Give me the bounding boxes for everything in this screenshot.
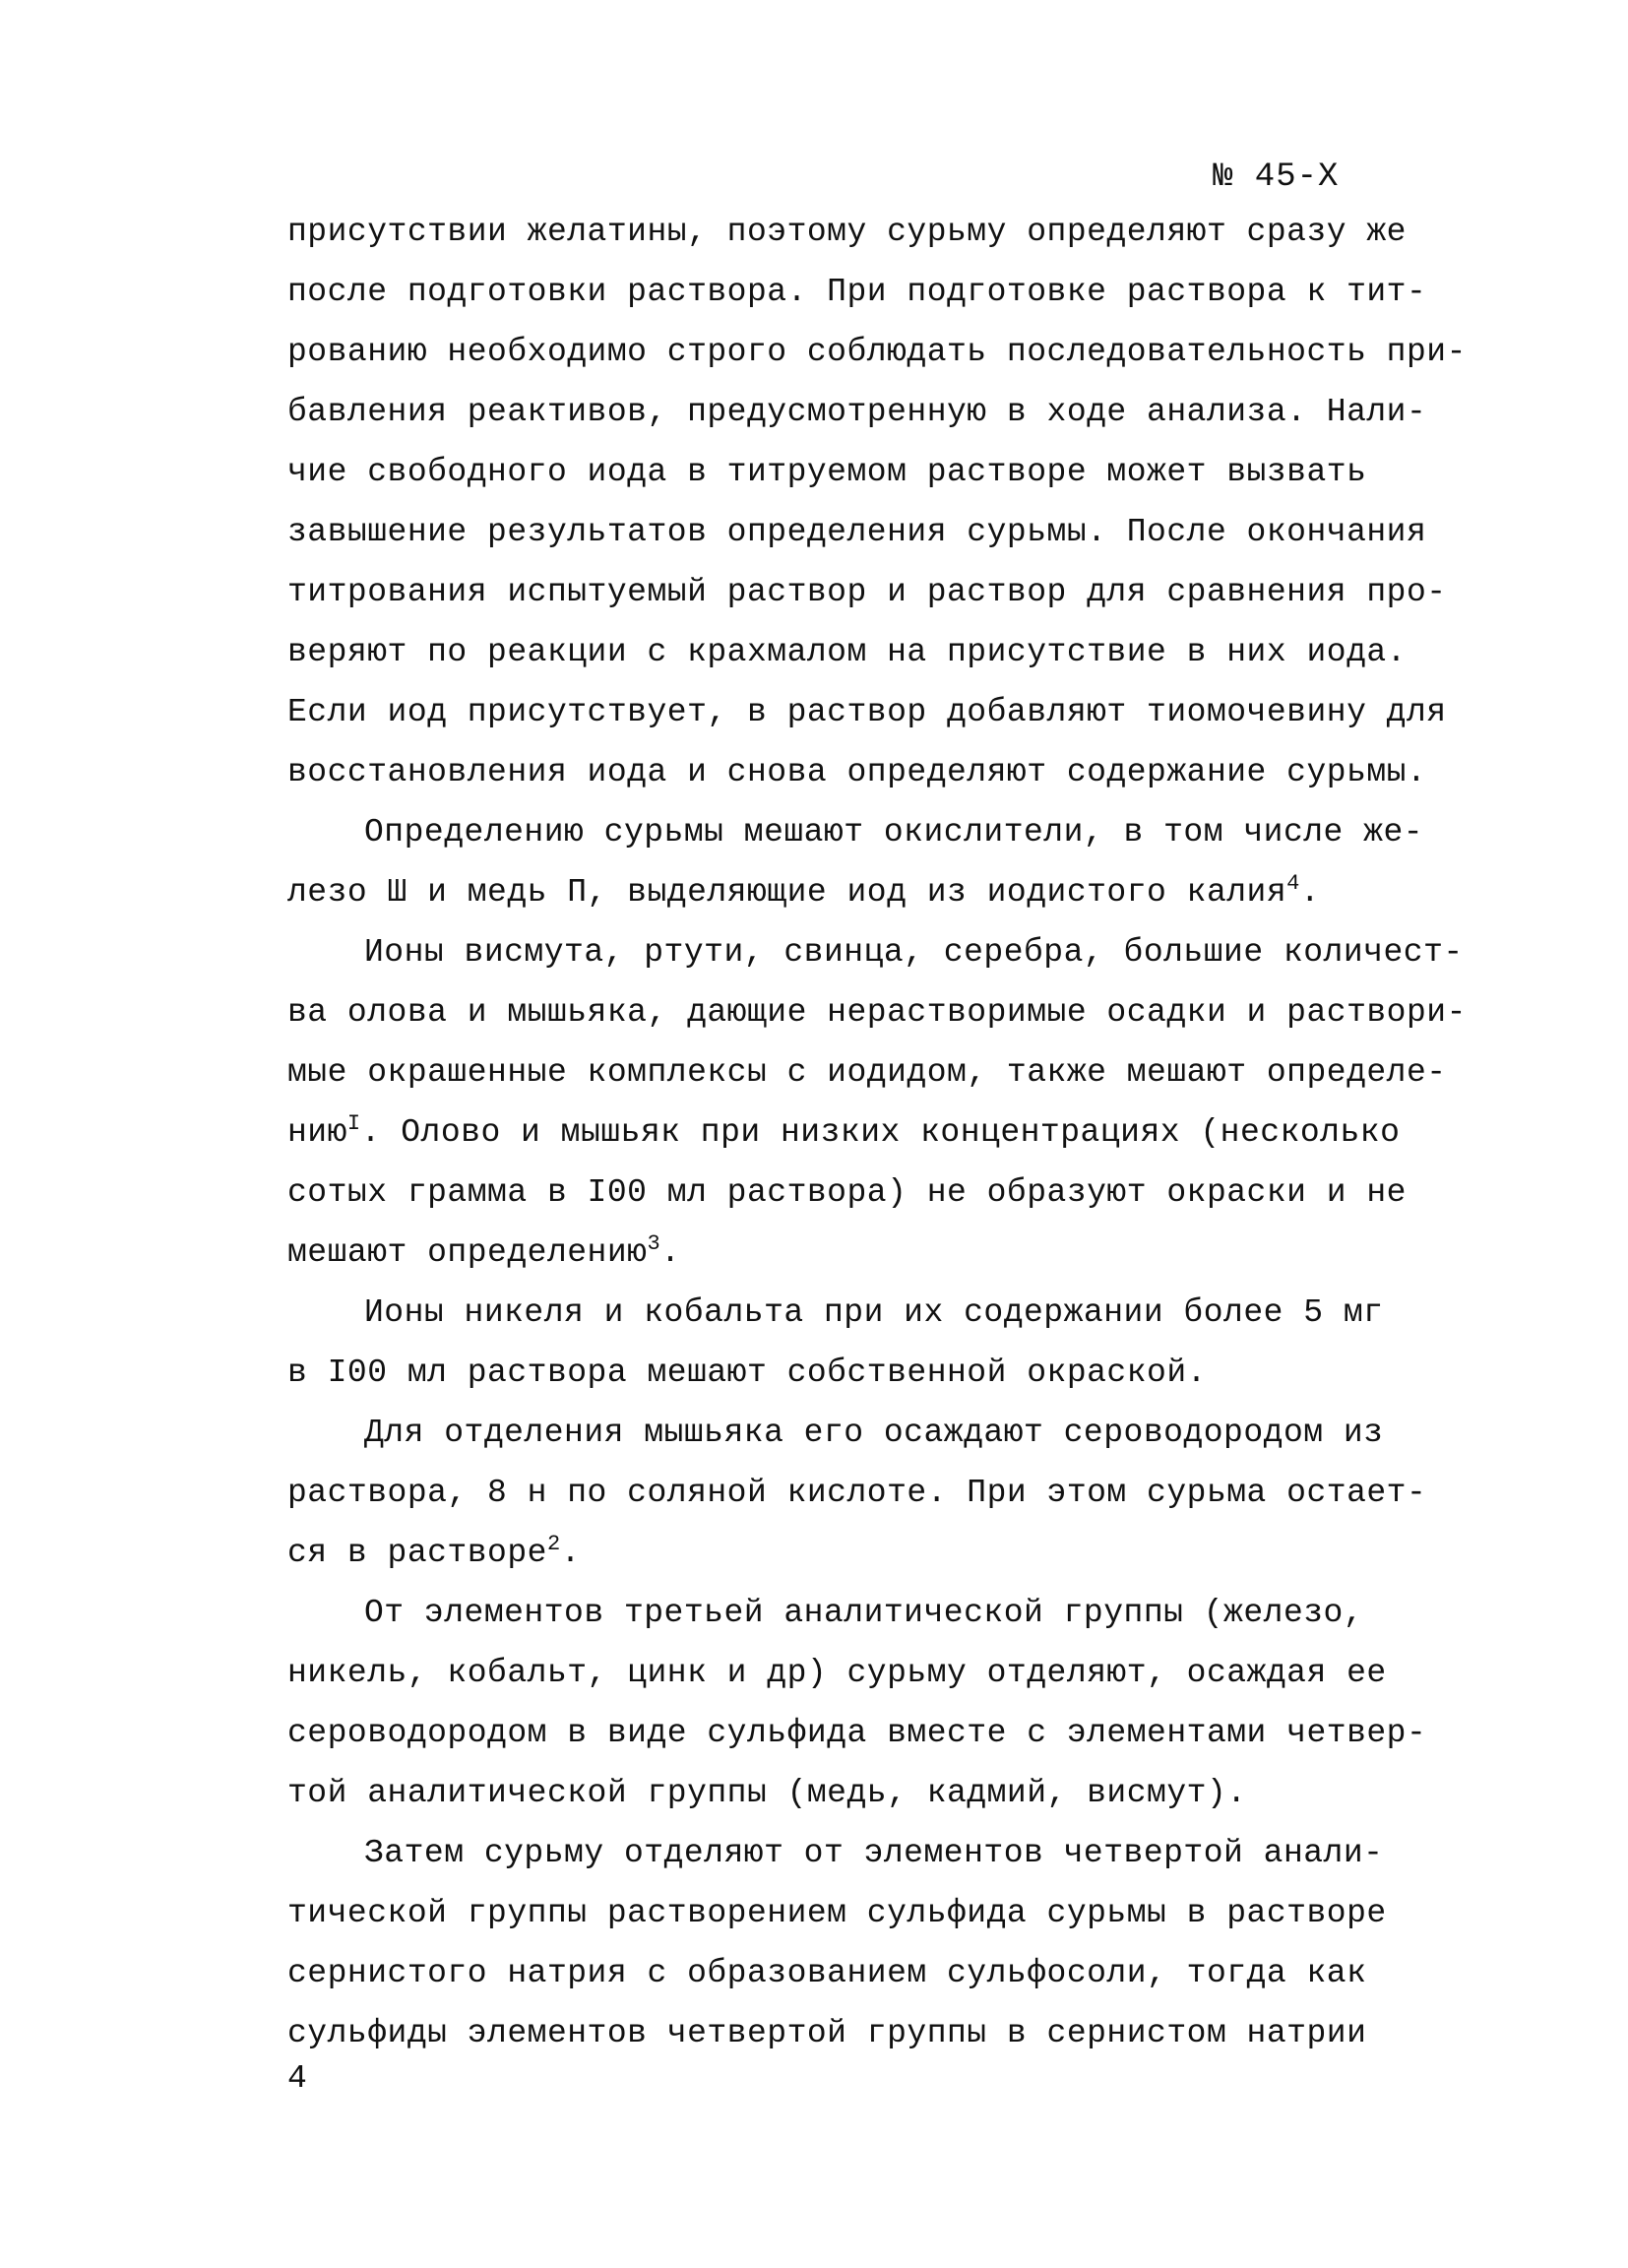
footnote-reference: 4	[1286, 871, 1300, 896]
text-line	[287, 1042, 1447, 1102]
document-number: № 45-X	[1213, 158, 1340, 196]
text-line	[287, 1823, 1390, 1883]
text-line-continuation: .	[660, 1234, 681, 1271]
text-line-content: бавления реактивов, предусмотренную в ходе анализа. Нали-	[287, 394, 1427, 430]
text-line	[287, 442, 1390, 502]
text-line	[287, 1943, 1390, 2003]
text-line	[287, 922, 1464, 982]
text-line-content: титрования испытуемый раствор и раствор для сравнения про-	[287, 574, 1447, 610]
text-line-content: сероводородом в виде сульфида вместе с элементами четвер-	[287, 1715, 1427, 1751]
text-line	[287, 322, 1467, 382]
text-line	[287, 562, 1447, 622]
text-line	[287, 1523, 1390, 1583]
text-line	[287, 2003, 1390, 2063]
text-line	[287, 202, 1407, 262]
text-line	[287, 742, 1427, 802]
text-line-content: никель, кобальт, цинк и др) сурьму отделяют, осаждая ее	[287, 1655, 1387, 1691]
text-line-content: ва олова и мышьяка, дающие нерастворимые осадки и раствори-	[287, 994, 1467, 1031]
footnote-reference: 2	[546, 1532, 561, 1556]
text-line-content: сернистого натрия с образованием сульфосоли, тогда как	[287, 1955, 1367, 1991]
text-line-content: сульфиды элементов четвертой группы в сернистом натрии	[287, 2015, 1367, 2051]
text-line-content: тической группы растворением сульфида сурьмы в растворе	[287, 1895, 1387, 1931]
text-line-content: чие свободного иода в титруемом растворе может вызвать	[287, 454, 1367, 490]
text-line-content: лезо Ш и медь П, выделяющие иод из иодистого калия	[287, 874, 1287, 911]
text-line-content: Затем сурьму отделяют от элементов четвертой анали-	[364, 1835, 1384, 1871]
text-line	[287, 1583, 1390, 1643]
text-line-content: в I00 мл раствора мешают собственной окраской.	[287, 1354, 1207, 1391]
text-line	[287, 262, 1427, 322]
text-line-content: Определению сурьмы мешают окислители, в том числе же-	[364, 814, 1424, 850]
text-line	[287, 502, 1427, 562]
text-line-content: раствора, 8 н по соляной кислоте. При этом сурьма остает-	[287, 1475, 1427, 1511]
text-line	[287, 622, 1407, 682]
text-line	[287, 1643, 1390, 1703]
text-line	[287, 802, 1424, 862]
text-line-content: мые окрашенные комплексы с иодидом, также мешают определе-	[287, 1054, 1447, 1091]
text-line-content: Если иод присутствует, в раствор добавляют тиомочевину для	[287, 694, 1447, 730]
text-line-continuation: .	[1299, 874, 1321, 911]
text-line	[287, 1163, 1407, 1223]
page-number: 4	[287, 2060, 307, 2097]
text-line-content: нию	[287, 1114, 347, 1151]
text-line-content: присутствии желатины, поэтому сурьму определяют сразу же	[287, 214, 1407, 250]
text-line-continuation: . Олово и мышьяк при низких концентрациях (несколько	[360, 1114, 1401, 1151]
text-line	[287, 682, 1447, 742]
text-line-content: мешают определению	[287, 1234, 648, 1271]
text-line	[287, 1703, 1427, 1763]
text-line-content: сотых грамма в I00 мл раствора) не образуют окраски и не	[287, 1174, 1407, 1211]
text-line-content: той аналитической группы (медь, кадмий, висмут).	[287, 1775, 1247, 1811]
text-line-continuation: .	[560, 1535, 581, 1571]
text-line	[287, 1463, 1427, 1523]
text-line-content: Для отделения мышьяка его осаждают сероводородом из	[364, 1415, 1384, 1451]
text-line	[287, 1283, 1390, 1343]
text-line	[287, 1102, 1401, 1163]
text-line	[287, 982, 1467, 1042]
text-line	[287, 862, 1390, 922]
text-line-content: веряют по реакции с крахмалом на присутствие в них иода.	[287, 634, 1407, 670]
text-line-content: ся в растворе	[287, 1535, 547, 1571]
text-line	[287, 1343, 1390, 1403]
body-text	[287, 202, 1467, 2063]
text-line	[287, 1883, 1390, 1943]
footnote-reference: I	[346, 1111, 361, 1136]
text-line-content: Ионы висмута, ртути, свинца, серебра, большие количест-	[364, 934, 1464, 971]
text-line	[287, 1403, 1390, 1463]
text-line-content: после подготовки раствора. При подготовке раствора к тит-	[287, 274, 1427, 310]
text-line-content: Ионы никеля и кобальта при их содержании более 5 мг	[364, 1294, 1384, 1331]
text-line-content: восстановления иода и снова определяют содержание сурьмы.	[287, 754, 1427, 790]
text-line	[287, 1223, 1390, 1283]
text-line-content: завышение результатов определения сурьмы. После окончания	[287, 514, 1427, 550]
footnote-reference: 3	[647, 1231, 661, 1256]
text-line	[287, 1763, 1390, 1823]
text-line-content: рованию необходимо строго соблюдать последовательность при-	[287, 334, 1467, 370]
text-line-content: От элементов третьей аналитической группы (железо,	[364, 1595, 1364, 1631]
text-line	[287, 382, 1427, 442]
